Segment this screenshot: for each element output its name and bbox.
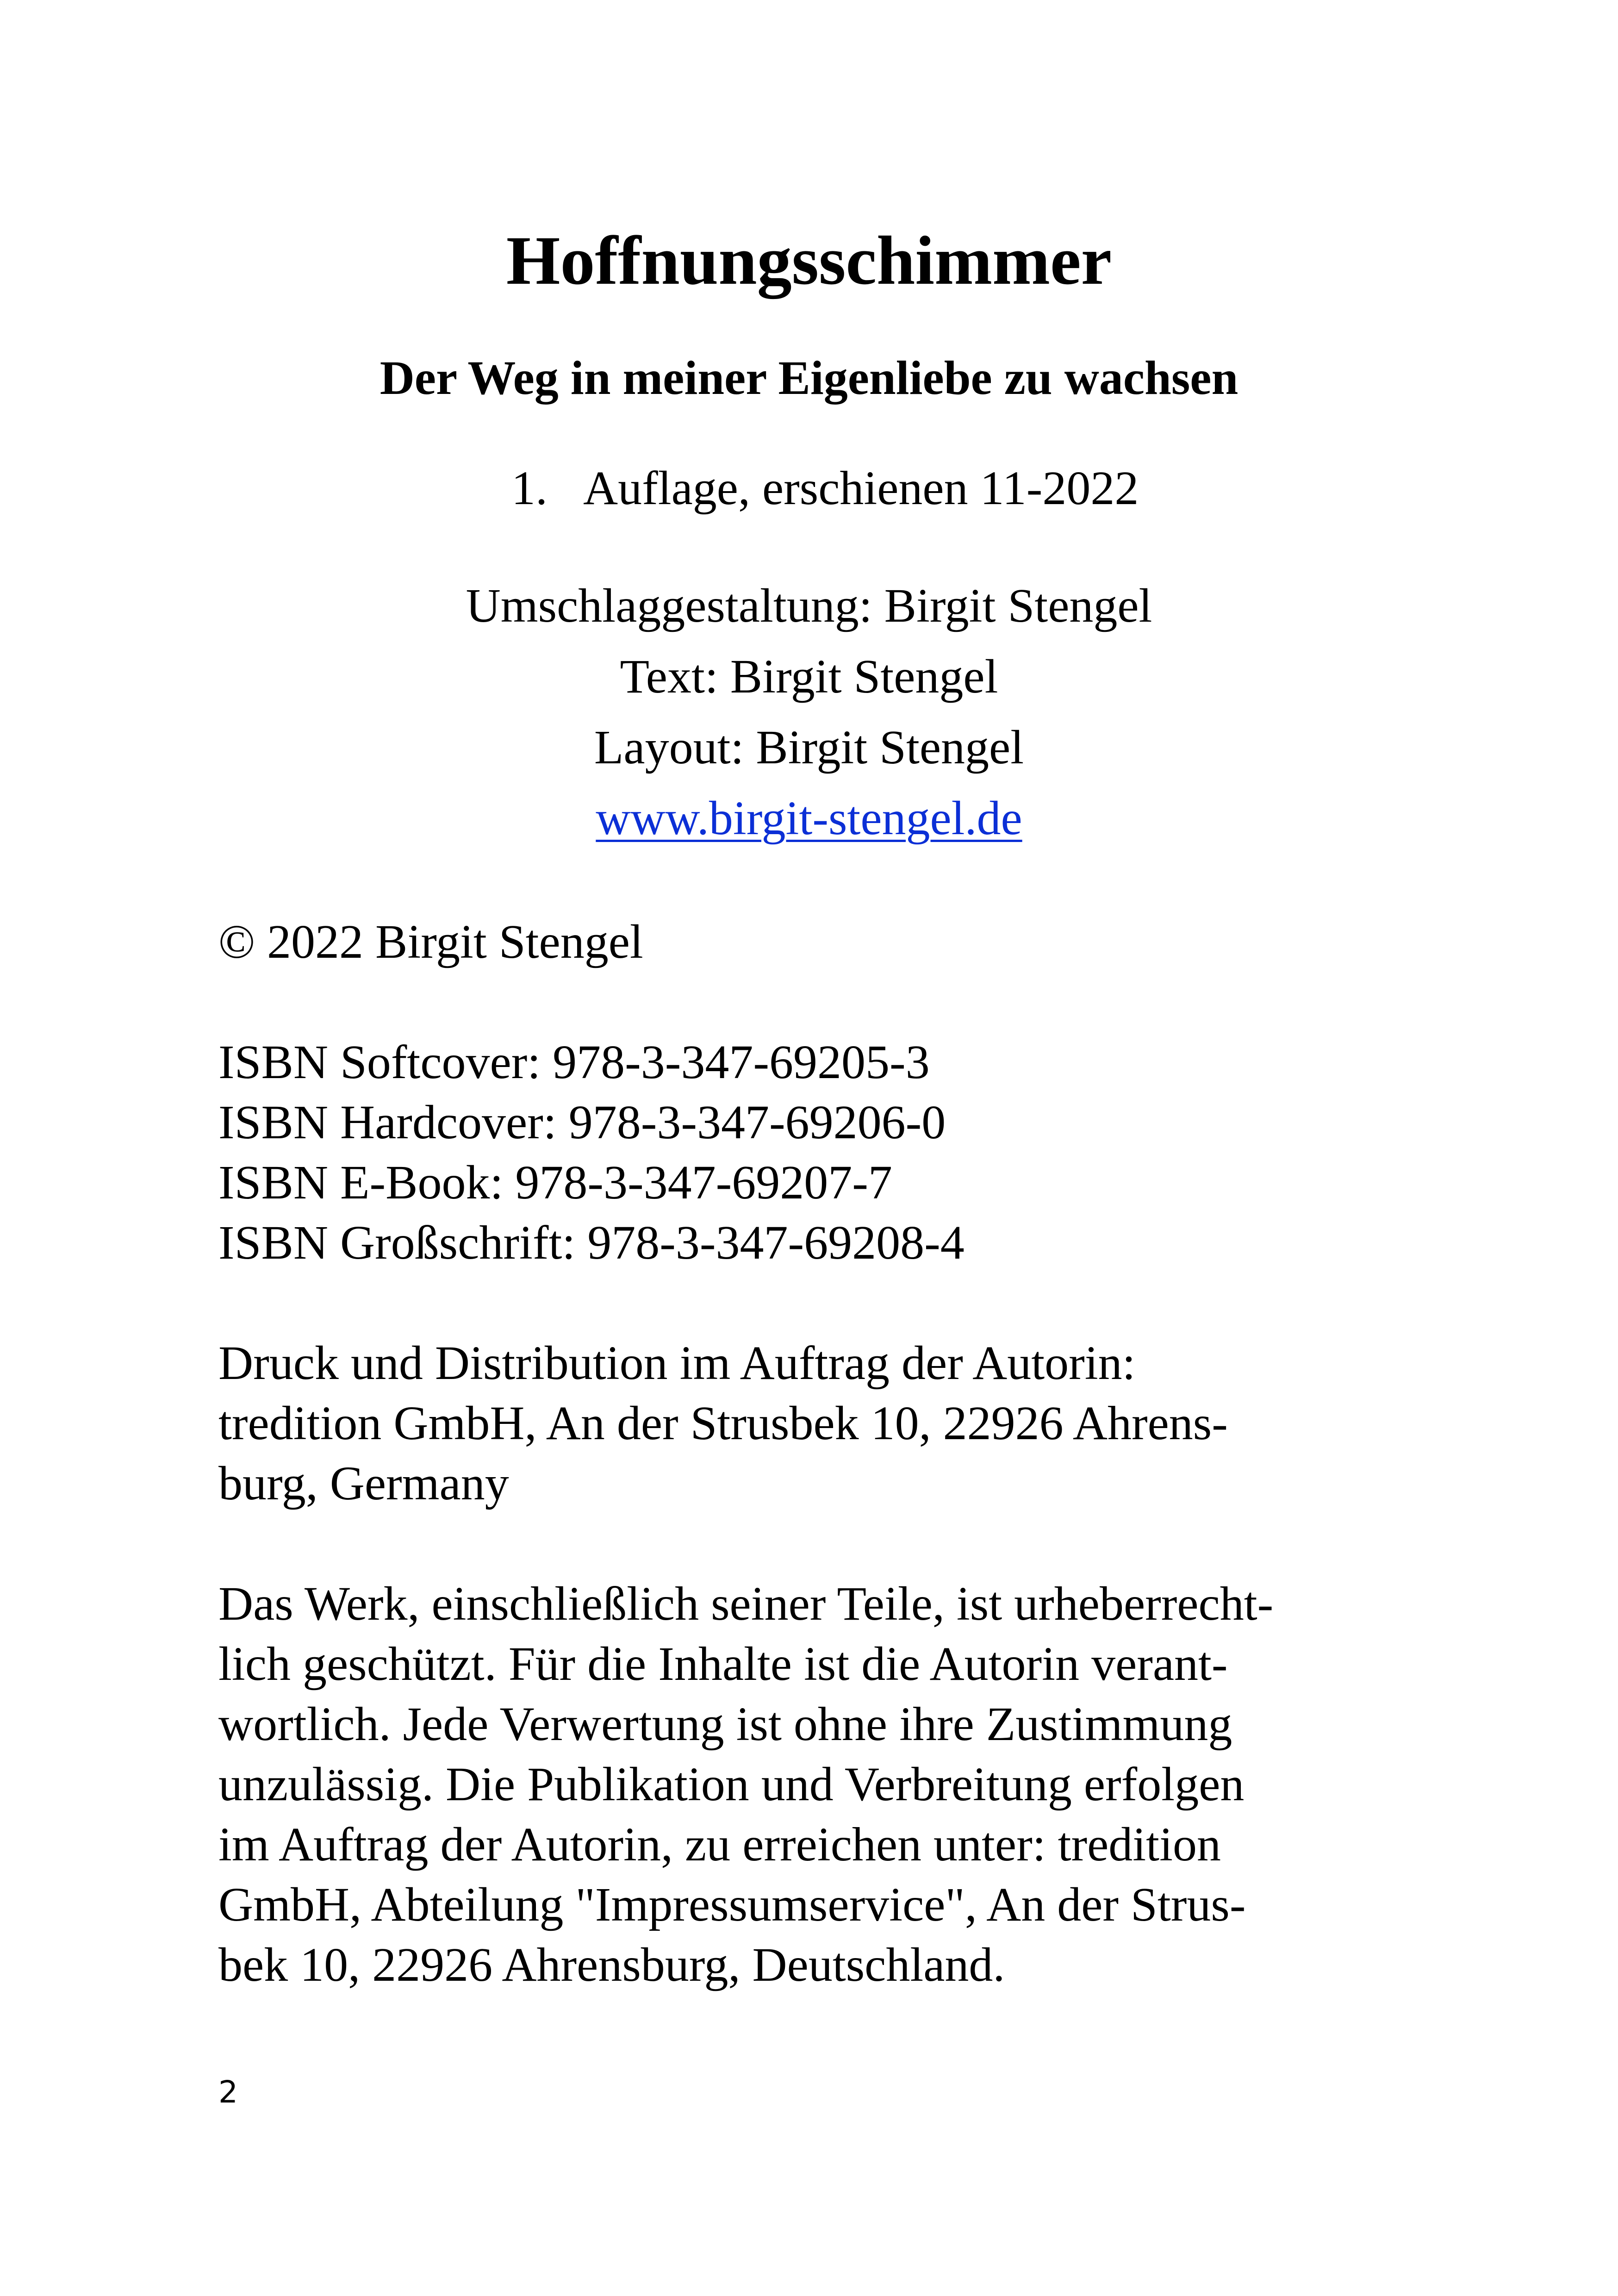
edition-text: Auflage, erschienen 11-2022 <box>583 462 1139 515</box>
edition-number: 1. <box>511 462 548 515</box>
isbn-list <box>218 1032 1403 1273</box>
isbn-softcover: ISBN Softcover: 978-3-347-69205-3 <box>218 1036 930 1089</box>
text-credit: Text: Birgit Stengel <box>620 650 998 703</box>
book-subtitle: Der Weg in meiner Eigenliebe zu wachsen <box>380 351 1238 405</box>
printer-info <box>218 1333 1403 1514</box>
rights-line: lich geschützt. Für die Inhalte ist die Autorin verant- <box>218 1637 1228 1691</box>
book-title: Hoffnungsschimmer <box>506 222 1112 299</box>
printer-line: burg, Germany <box>218 1457 509 1510</box>
cover-design-credit: Umschlaggestaltung: Birgit Stengel <box>466 579 1152 632</box>
rights-line: GmbH, Abteilung "Impressumservice", An der Strus- <box>218 1878 1246 1931</box>
printer-line: tredition GmbH, An der Strusbek 10, 22926 Ahrens- <box>218 1397 1228 1450</box>
rights-line: im Auftrag der Autorin, zu erreichen unter: tredition <box>218 1818 1221 1871</box>
website-link[interactable]: www.birgit-stengel.de <box>596 792 1022 845</box>
website-line <box>0 783 1618 854</box>
copyright-notice: © 2022 Birgit Stengel <box>218 915 643 968</box>
printer-line: Druck und Distribution im Auftrag der Autorin: <box>218 1336 1136 1390</box>
rights-notice <box>218 1574 1403 1995</box>
layout-credit: Layout: Birgit Stengel <box>594 721 1024 774</box>
page-number: 2 <box>218 2074 238 2110</box>
rights-line: bek 10, 22926 Ahrensburg, Deutschland. <box>218 1938 1005 1991</box>
isbn-hardcover: ISBN Hardcover: 978-3-347-69206-0 <box>218 1096 946 1149</box>
isbn-large-print: ISBN Großschrift: 978-3-347-69208-4 <box>218 1216 965 1269</box>
rights-line: wortlich. Jede Verwertung ist ohne ihre Zustimmung <box>218 1697 1232 1751</box>
rights-line: Das Werk, einschließlich seiner Teile, ist urheberrecht- <box>218 1577 1274 1630</box>
isbn-ebook: ISBN E-Book: 978-3-347-69207-7 <box>218 1156 892 1209</box>
edition-line <box>511 458 1139 518</box>
rights-line: unzulässig. Die Publikation und Verbreitung erfolgen <box>218 1758 1245 1811</box>
credits-block <box>0 570 1618 854</box>
